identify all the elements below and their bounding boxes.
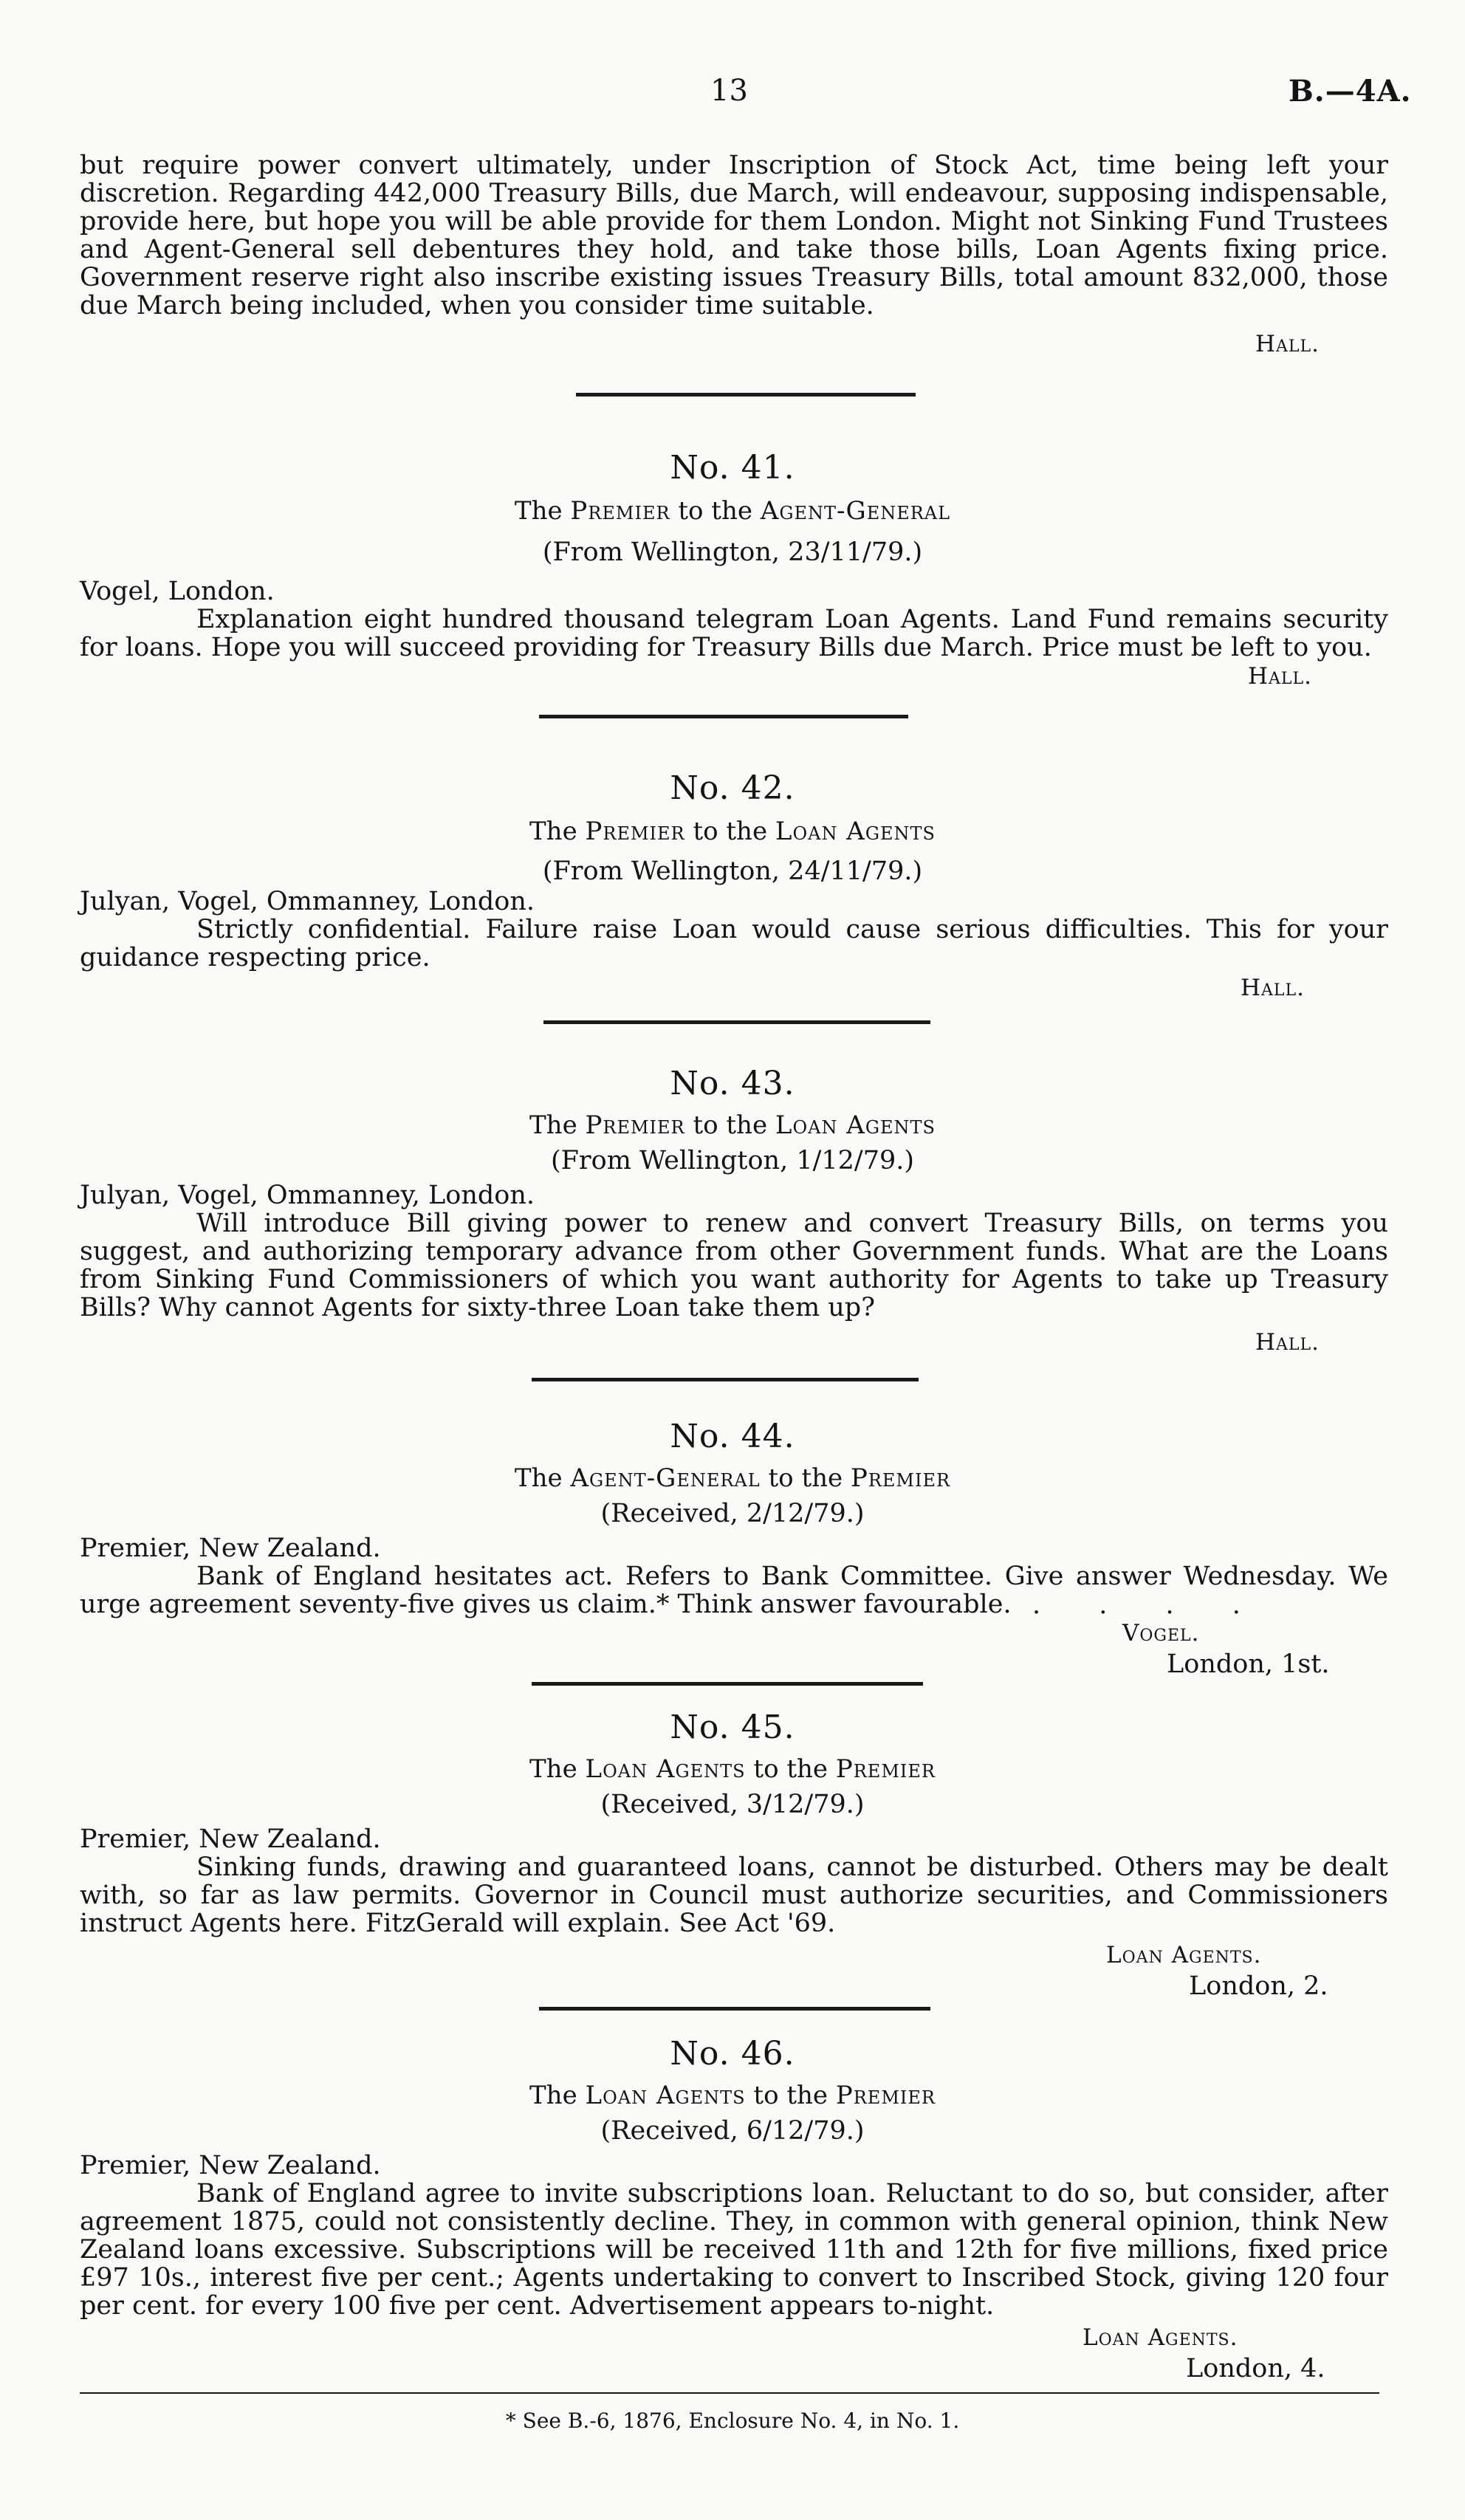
telegram-signature: Hall.: [1248, 663, 1312, 690]
section-divider: [543, 1020, 930, 1024]
telegram-heading: The Premier to the Loan Agents: [529, 1110, 936, 1140]
telegram-body: Strictly confidential. Failure raise Loan would cause serious difficulties. This for your guidance respecting price.: [80, 915, 1388, 972]
telegram-body: Will introduce Bill giving power to renew and convert Treasury Bills, on terms you suggest, and authorizing temporary advance from other Government funds. What are the Loans from Sinking Fund Commissioners of which you want authority for Agents to take up Treasury Bills? Why cannot Agents for sixty-three Loan take them up?: [80, 1209, 1388, 1322]
telegram-dateline: (Received, 3/12/79.): [600, 1790, 865, 1819]
telegram-dateline: (Received, 6/12/79.): [600, 2116, 865, 2146]
page-number: 13: [710, 74, 748, 108]
opening-paragraph: but require power convert ultimately, under Inscription of Stock Act, time being left your discretion. Regarding 442,000 Treasury Bills, due March, will endeavour, supposing indispensable, provide here, but hope you will be able provide for them London. Might not Sinking Fund Trustees and Agent-General sell debentures they hold, and take those bills, Loan Agents fixing price. Government reserve right also inscribe existing issues Treasury Bills, total amount 832,000, those due March being included, when you consider time suitable.: [80, 151, 1388, 320]
telegram-number: No. 43.: [670, 1065, 795, 1102]
telegram-number: No. 46.: [670, 2035, 795, 2073]
telegram-number: No. 42.: [670, 769, 795, 807]
telegram-dateline: (From Wellington, 24/11/79.): [542, 856, 923, 886]
telegram-number: No. 45.: [670, 1709, 795, 1746]
telegram-salutation: Vogel, London.: [80, 577, 275, 606]
telegram-dateline: (From Wellington, 1/12/79.): [550, 1146, 915, 1175]
section-divider: [576, 393, 916, 396]
telegram-heading: The Loan Agents to the Premier: [529, 2081, 936, 2110]
telegram-salutation: Julyan, Vogel, Ommanney, London.: [80, 887, 535, 916]
opening-signature: Hall.: [1255, 331, 1320, 357]
section-divider: [532, 1682, 923, 1686]
telegram-body: Explanation eight hundred thousand telegram Loan Agents. Land Fund remains security for loans. Hope you will succeed providing for Treasury Bills due March. Price must be left to you.: [80, 605, 1388, 662]
telegram-number: No. 44.: [670, 1418, 795, 1455]
footnote-rule: [80, 2392, 1379, 2394]
telegram-signature: Vogel.: [1122, 1620, 1200, 1647]
document-reference: B.—4A.: [1289, 74, 1412, 109]
telegram-signature: Hall.: [1241, 975, 1305, 1001]
telegram-heading: The Agent-General to the Premier: [514, 1463, 951, 1493]
section-divider: [539, 715, 908, 718]
telegram-salutation: Premier, New Zealand.: [80, 1534, 381, 1563]
telegram-place: London, 2.: [1189, 1971, 1328, 2001]
telegram-body: Bank of England agree to invite subscriptions loan. Reluctant to do so, but consider, after agreement 1875, could not consistently decline. They, in common with general opinion, think New Zealand loans excessive. Subscriptions will be received 11th and 12th for five millions, fixed price £97 10s., interest five per cent.; Agents undertaking to convert to Inscribed Stock, giving 120 four per cent. for every 100 five per cent. Advertisement appears to-night.: [80, 2179, 1388, 2321]
telegram-heading: The Premier to the Agent-General: [514, 496, 951, 526]
telegram-dateline: (Received, 2/12/79.): [600, 1499, 865, 1528]
telegram-signature: Loan Agents.: [1106, 1942, 1262, 1968]
telegram-salutation: Premier, New Zealand.: [80, 1824, 381, 1854]
telegram-place: London, 1st.: [1167, 1649, 1330, 1679]
telegram-dateline: (From Wellington, 23/11/79.): [542, 538, 923, 567]
telegram-body: Sinking funds, drawing and guaranteed loans, cannot be disturbed. Others may be dealt with, so far as law permits. Governor in Council must authorize securities, and Commissioners instruct Agents here. FitzGerald will explain. See Act '69.: [80, 1853, 1388, 1938]
telegram-signature: Hall.: [1255, 1329, 1320, 1356]
telegram-heading: The Premier to the Loan Agents: [529, 817, 936, 846]
telegram-heading: The Loan Agents to the Premier: [529, 1754, 936, 1784]
section-divider: [539, 2007, 930, 2011]
footnote: * See B.-6, 1876, Enclosure No. 4, in No. 1.: [505, 2409, 960, 2433]
telegram-body: Bank of England hesitates act. Refers to Bank Committee. Give answer Wednesday. We urge agreement seventy-five gives us claim.* Think answer favourable.: [80, 1562, 1388, 1619]
telegram-signature: Loan Agents.: [1083, 2324, 1238, 2351]
telegram-salutation: Julyan, Vogel, Ommanney, London.: [80, 1181, 535, 1210]
section-divider: [532, 1378, 919, 1381]
ellipsis-dots: . . . .: [1032, 1590, 1266, 1620]
telegram-place: London, 4.: [1186, 2354, 1325, 2383]
telegram-number: No. 41.: [670, 449, 795, 487]
telegram-salutation: Premier, New Zealand.: [80, 2151, 381, 2180]
